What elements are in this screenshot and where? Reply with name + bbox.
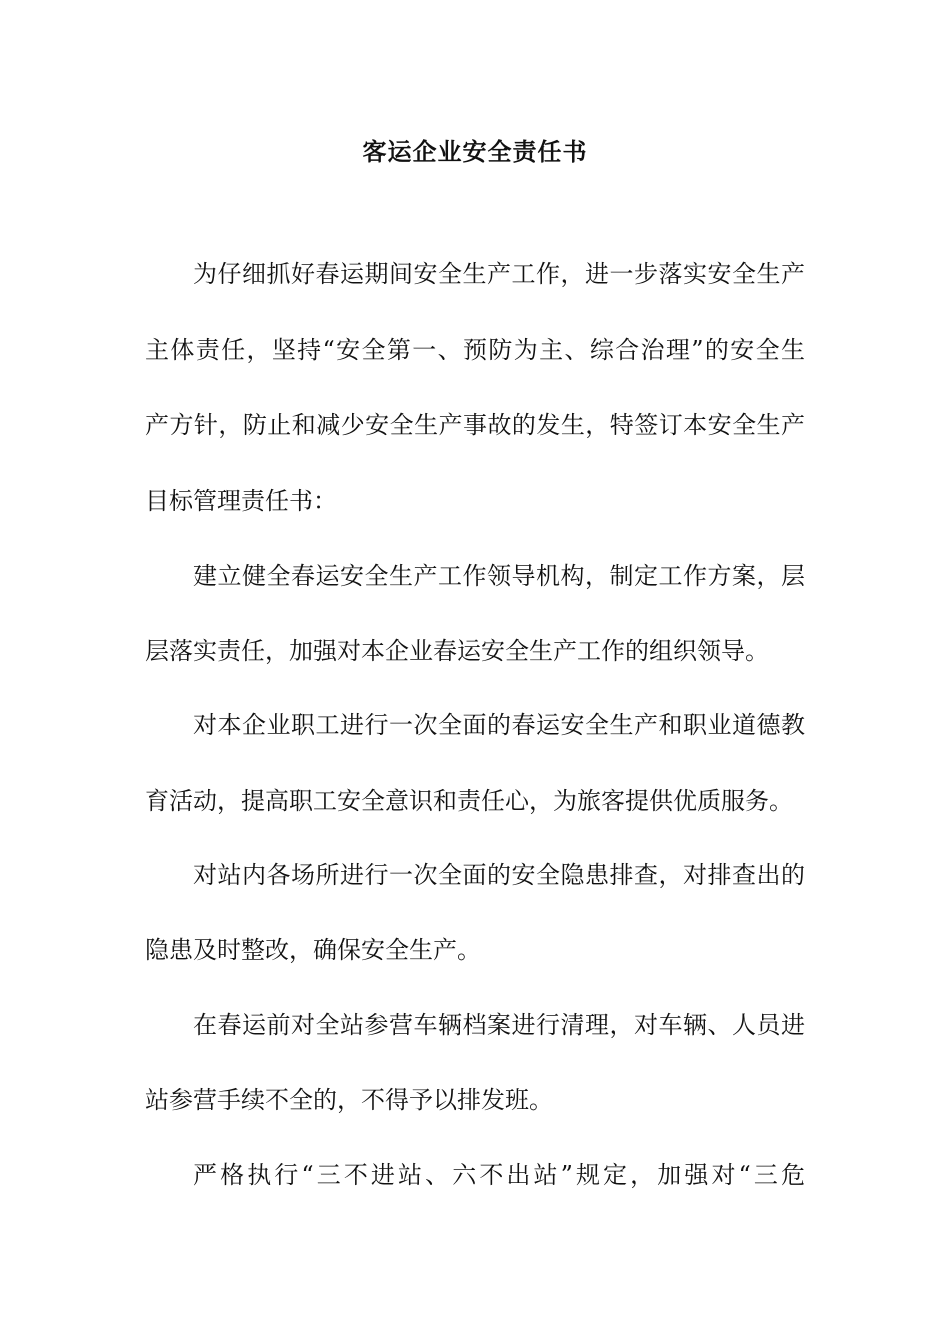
paragraph-5-line-2: 站参营手续不全的，不得予以排发班。 [145,1086,553,1114]
paragraph-5-line-1: 在春运前对全站参营车辆档案进行清理，对车辆、人员进 [193,1011,805,1039]
document-title: 客运企业安全责任书 [362,138,588,166]
paragraph-4-line-2: 隐患及时整改，确保安全生产。 [145,936,481,964]
paragraph-4-line-1: 对站内各场所进行一次全面的安全隐患排查，对排查出的 [193,861,805,889]
paragraph-1-line-3: 产方针，防止和减少安全生产事故的发生，特签订本安全生产 [145,411,805,439]
paragraph-1-line-1: 为仔细抓好春运期间安全生产工作，进一步落实安全生产 [193,260,805,288]
paragraph-3-line-1: 对本企业职工进行一次全面的春运安全生产和职业道德教 [193,711,805,739]
paragraph-2-line-2: 层落实责任，加强对本企业春运安全生产工作的组织领导。 [145,637,769,665]
paragraph-1-line-4: 目标管理责任书： [145,487,337,515]
paragraph-2-line-1: 建立健全春运安全生产工作领导机构，制定工作方案，层 [193,562,805,590]
paragraph-1-line-2: 主体责任，坚持“安全第一、预防为主、综合治理”的安全生 [145,336,805,364]
paragraph-6-line-1: 严格执行“三不进站、六不出站”规定，加强对“三危 [193,1161,805,1189]
paragraph-3-line-2: 育活动，提高职工安全意识和责任心，为旅客提供优质服务。 [145,787,793,815]
